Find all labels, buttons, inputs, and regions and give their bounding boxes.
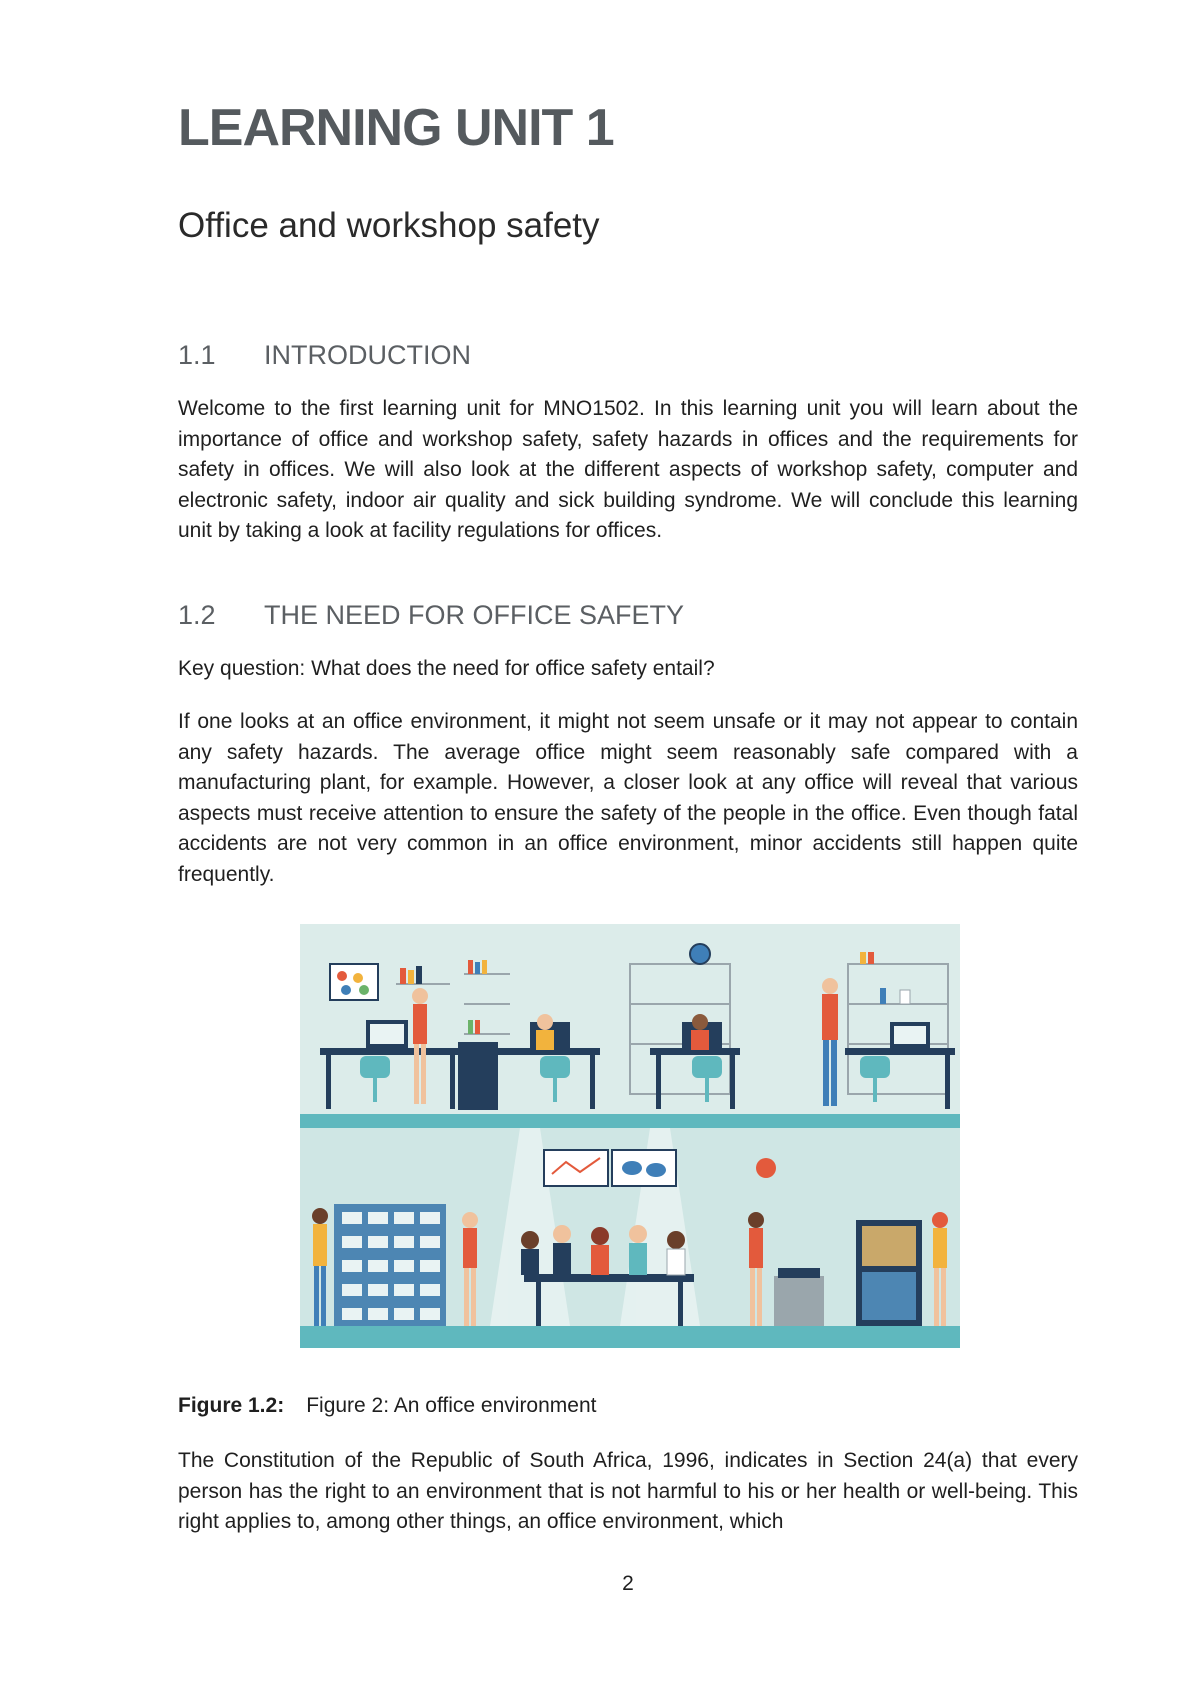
section-title: THE NEED FOR OFFICE SAFETY xyxy=(264,600,685,630)
unit-subtitle: Office and workshop safety xyxy=(178,206,600,245)
office-illustration-svg xyxy=(300,924,960,1348)
office-paragraph: If one looks at an office environment, it might not seem unsafe or it may not appear to contain any safety hazards. The average office might seem reasonably safe compared with a manufacturing plant, for example. However, a closer look at any office will reveal that various aspects must receive attention to ensure the safety of the people in the office. Even though fatal accidents are not very common in an office environment, minor accidents still happen quite frequently. xyxy=(178,710,1078,886)
ground-floor xyxy=(300,1326,960,1348)
office-illustration xyxy=(300,924,960,1348)
pinboard xyxy=(330,964,378,1000)
section-number: 1.1 xyxy=(178,340,216,370)
storage-cabinet xyxy=(856,1220,922,1326)
figure-caption-text: Figure 2: An office environment xyxy=(306,1394,597,1417)
floor-divider xyxy=(300,1114,960,1128)
unit-title: LEARNING UNIT 1 xyxy=(178,99,614,157)
figure-label: Figure 1.2: xyxy=(178,1394,285,1417)
photocopier xyxy=(774,1268,824,1326)
fire-alarm-icon xyxy=(756,1158,776,1178)
figure-caption xyxy=(178,1394,596,1418)
section-number: 1.2 xyxy=(178,600,216,630)
section-title: INTRODUCTION xyxy=(264,340,471,370)
section-heading-introduction xyxy=(178,340,471,371)
section-heading-office-safety xyxy=(178,600,684,631)
filing-cabinet-upper xyxy=(458,1042,498,1110)
intro-paragraph: Welcome to the first learning unit for MNO1502. In this learning unit you will learn about the importance of office and workshop safety, safety hazards in offices and the requirements for safety in offices. We will also look at the different aspects of workshop safety, computer and electronic safety, indoor air quality and sick building syndrome. We will conclude this learning unit by taking a look at facility regulations for offices. xyxy=(178,397,1078,542)
page-number: 2 xyxy=(622,1572,634,1595)
storage-lockers xyxy=(334,1204,446,1326)
constitution-paragraph: The Constitution of the Republic of South Africa, 1996, indicates in Section 24(a) that every person has the right to an environment that is not harmful to his or her health or well-being. This right applies to, among other things, an office environment, which xyxy=(178,1449,1078,1533)
key-question: Key question: What does the need for office safety entail? xyxy=(178,657,715,680)
